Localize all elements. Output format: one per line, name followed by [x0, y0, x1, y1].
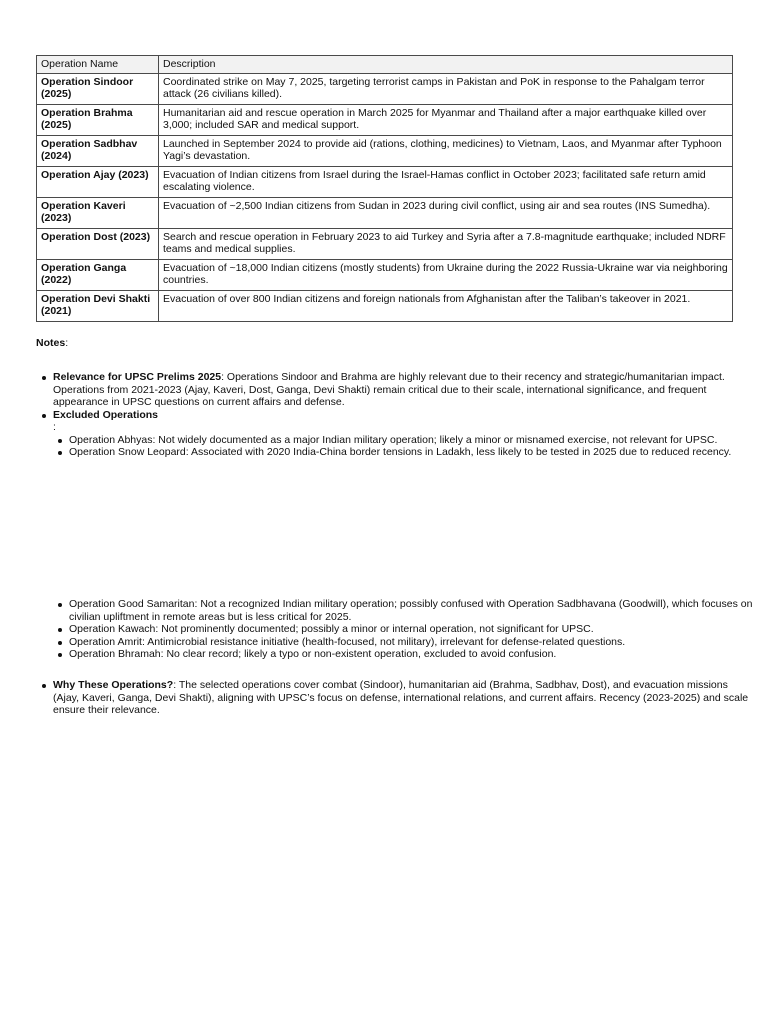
operation-description-cell: Coordinated strike on May 7, 2025, targeting terrorist camps in Pakistan and PoK in response to the Pahalgam terror attack (26 civilians killed).	[159, 73, 733, 104]
excluded-continued	[53, 598, 753, 661]
notes-list	[36, 371, 753, 459]
operation-description-cell: Launched in September 2024 to provide aid (rations, clothing, medicines) to Vietnam, Laos, and Myanmar after Typhoon Yagi’s devastation.	[159, 135, 733, 166]
list-item: Operation Bhramah: No clear record; likely a typo or non-existent operation, excluded to avoid confusion.	[69, 648, 753, 661]
list-item-excluded	[53, 409, 753, 459]
table-row	[37, 228, 733, 259]
operation-description-cell: Search and rescue operation in February 2023 to aid Turkey and Syria after a 7.8-magnitude earthquake; included NDRF teams and medical supplies.	[159, 228, 733, 259]
table-row	[37, 166, 733, 197]
relevance-title: Relevance for UPSC Prelims 2025	[53, 371, 222, 383]
operation-name-cell: Operation Dost (2023)	[37, 228, 159, 259]
list-item-why	[53, 679, 753, 717]
excluded-sublist-b	[53, 598, 753, 661]
operation-description-cell: Evacuation of over 800 Indian citizens and foreign nationals from Afghanistan after the Taliban’s takeover in 2021.	[159, 290, 733, 321]
list-item: Operation Abhyas: Not widely documented as a major Indian military operation; likely a minor or misnamed exercise, not relevant for UPSC.	[69, 434, 753, 447]
operation-name-cell: Operation Ajay (2023)	[37, 166, 159, 197]
operation-name-cell: Operation Kaveri (2023)	[37, 197, 159, 228]
list-item: Operation Amrit: Antimicrobial resistance initiative (health-focused, not military), irrelevant for defense-related questions.	[69, 636, 753, 649]
table-row	[37, 197, 733, 228]
column-header-operation-name: Operation Name	[37, 56, 159, 74]
table-row	[37, 104, 733, 135]
excluded-colon: :	[53, 421, 56, 433]
operation-name-cell: Operation Sindoor (2025)	[37, 73, 159, 104]
operation-name-cell: Operation Ganga (2022)	[37, 259, 159, 290]
excluded-title: Excluded Operations	[53, 408, 159, 421]
operations-table	[36, 55, 733, 322]
list-item: Operation Good Samaritan: Not a recognized Indian military operation; possibly confused with Operation Sadbhavana (Goodwill), which focuses on civilian upliftment in remote areas but is less critical for 2025.	[69, 598, 753, 623]
operation-name-cell: Operation Brahma (2025)	[37, 104, 159, 135]
notes-label: Notes	[36, 337, 66, 349]
excluded-continued-list	[36, 598, 753, 661]
table-header-row	[37, 56, 733, 74]
notes-colon: :	[65, 337, 69, 349]
table-row	[37, 135, 733, 166]
relevance-text: : Operations Sindoor and Brahma are highly relevant due to their recency and strategic/humanitarian impact. Operations from 2021-2023 (Ajay, Kaveri, Dost, Ganga, Devi Shakti) remain critical due to their scale, international significance, and frequent appearance in UPSC questions on current affairs and defense.	[53, 371, 725, 408]
list-item-relevance	[53, 371, 753, 409]
operation-description-cell: Evacuation of ~18,000 Indian citizens (mostly students) from Ukraine during the 2022 Russia-Ukraine war via neighboring countries.	[159, 259, 733, 290]
excluded-sublist-a	[53, 434, 753, 459]
operation-name-cell: Operation Devi Shakti (2021)	[37, 290, 159, 321]
notes-heading	[36, 337, 68, 350]
table-row	[37, 73, 733, 104]
why-title: Why These Operations?	[53, 679, 174, 691]
operation-name-cell: Operation Sadbhav (2024)	[37, 135, 159, 166]
operation-description-cell: Humanitarian aid and rescue operation in March 2025 for Myanmar and Thailand after a major earthquake killed over 3,000; included SAR and medical support.	[159, 104, 733, 135]
table-row	[37, 259, 733, 290]
operation-description-cell: Evacuation of Indian citizens from Israel during the Israel-Hamas conflict in October 2023; facilitated safe return amid escalating violence.	[159, 166, 733, 197]
column-header-description: Description	[159, 56, 733, 74]
operation-description-cell: Evacuation of ~2,500 Indian citizens from Sudan in 2023 during civil conflict, using air and sea routes (INS Sumedha).	[159, 197, 733, 228]
table-row	[37, 290, 733, 321]
why-list	[36, 679, 753, 717]
list-item: Operation Snow Leopard: Associated with 2020 India-China border tensions in Ladakh, less likely to be tested in 2025 due to reduced recency.	[69, 446, 753, 459]
list-item: Operation Kawach: Not prominently documented; possibly a minor or internal operation, not significant for UPSC.	[69, 623, 753, 636]
why-text: : The selected operations cover combat (Sindoor), humanitarian aid (Brahma, Sadbhav, Dost), and evacuation missions (Ajay, Kaveri, Ganga, Devi Shakti), aligning with UPSC’s focus on defense, international relations, and current affairs. Recency (2023-2025) and scale ensure their relevance.	[53, 679, 749, 716]
